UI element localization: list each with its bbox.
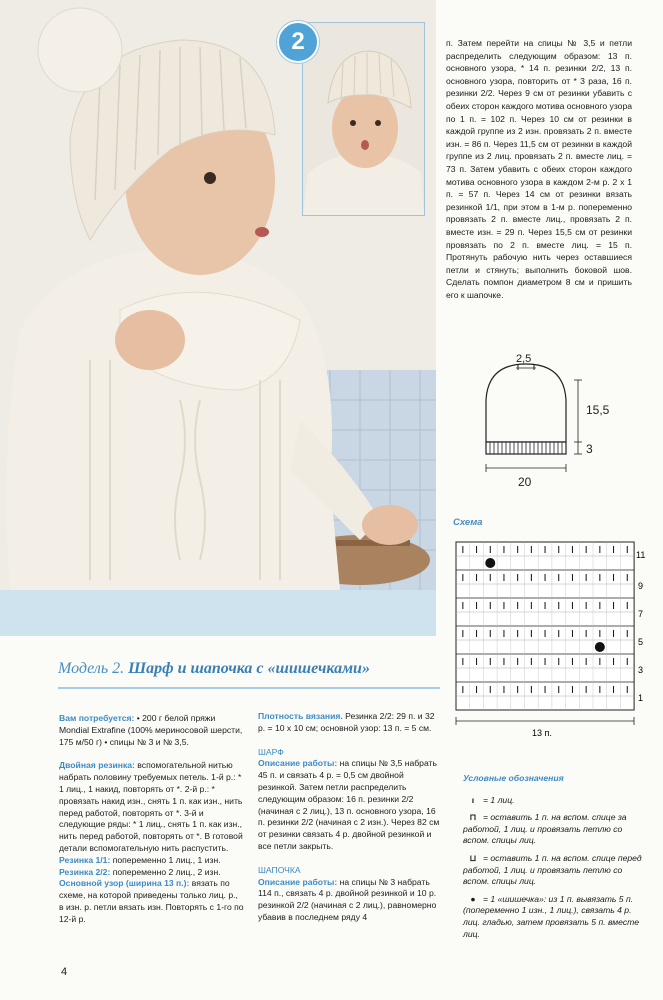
chart-label: Схема bbox=[453, 517, 483, 528]
scarf-label: Описание работы: bbox=[258, 758, 338, 769]
model-heading bbox=[58, 660, 370, 678]
symbols-legend bbox=[463, 773, 643, 946]
bobble-icon: ● bbox=[470, 893, 476, 904]
legend-text: = оставить 1 п. на вспом. спице за работой, 1 лиц. и провязать петлю со вспом. спицы лиц. bbox=[463, 812, 627, 846]
legend-text: = оставить 1 п. на вспом. спице перед работой, 1 лиц. и провязать петлю со вспом. спицы лиц. bbox=[463, 852, 642, 887]
chart-width-label: 13 п. bbox=[532, 728, 552, 738]
rib22-text: попеременно 2 лиц., 2 изн. bbox=[110, 866, 221, 877]
diagram-height-label: 15,5 bbox=[586, 403, 610, 417]
stitch-chart bbox=[452, 538, 644, 738]
heading-divider bbox=[58, 687, 440, 689]
diagram-top-label: 2,5 bbox=[516, 353, 532, 365]
row-number: 1 bbox=[638, 693, 644, 703]
hat-heading: ШАПОЧКА bbox=[258, 864, 301, 875]
knit-stitch-icon: ı bbox=[471, 794, 475, 805]
legend-item bbox=[463, 894, 643, 940]
double-rib-text: вспомогательной нитью набрать половину требуемых петель. 1-й р.: * 1 лиц., 1 накид, повторять от *. 2-й р.: * провязать накид изн., снять 1 п. как изн., нить перед работой, повторять от *. 3-й и следующие ряды: * 1 лиц., снять 1 п. как изн., нить перед работой, повторять от *. В готовой детали вспомогательную нить распустить. bbox=[59, 760, 243, 853]
photo-caption-band bbox=[0, 590, 436, 636]
bobble-mark bbox=[485, 558, 495, 568]
main-pattern-label: Основной узор (ширина 13 п.): bbox=[59, 878, 190, 889]
main-pattern-text: вязать по схеме, на которой приведены только лиц. р., в изн. р. петли вязать изн. Повторять с 1-го по 12-й р. bbox=[59, 878, 244, 924]
cable-right-icon: ⊔ bbox=[469, 852, 477, 863]
rib11-label: Резинка 1/1: bbox=[59, 854, 111, 865]
row-number: 11 bbox=[636, 550, 646, 560]
legend-item bbox=[463, 853, 643, 888]
hat-text: на спицы № 3 набрать 114 п., связать 4 р. двойной резинкой и 10 р. резинкой 2/2 (начиная с 2 лиц.), равномерно убавив в последнем ряду 4 bbox=[258, 876, 437, 922]
model-number-badge: 2 bbox=[277, 21, 319, 63]
legend-item bbox=[463, 812, 643, 847]
hat-label: Описание работы: bbox=[258, 876, 338, 887]
legend-item bbox=[463, 795, 643, 807]
diagram-width-label: 20 bbox=[518, 475, 532, 489]
child-inset-image bbox=[303, 23, 424, 215]
rib22-label: Резинка 2/2: bbox=[59, 866, 111, 877]
hat-size-diagram bbox=[470, 352, 630, 492]
density-text: Резинка 2/2: 29 п. и 32 р. = 10 х 10 см; основной узор: 13 п. = 5 см. bbox=[258, 711, 435, 733]
row-number: 5 bbox=[638, 637, 644, 647]
density-label: Плотность вязания. bbox=[258, 711, 343, 721]
materials-column bbox=[59, 713, 244, 926]
scarf-text: на спицы № 3,5 набрать 45 п. и связать 4 р. = 0,5 см двойной резинкой. Затем петли распределить следующим образом: 16 п. резинки 2/2 (начиная с 2 лиц.), 13 п. основного узора, 16 п. резинки 2/2 (начиная с 2 изн.). Через 82 см от резинки связать 4 р. двойной резинкой и все петли закрыть. bbox=[258, 758, 440, 851]
instructions-column bbox=[258, 711, 444, 924]
instructions-continued-text: п. Затем перейти на спицы № 3,5 и петли распределить следующим образом: 13 п. основного узора, * 14 п. резинки 2/2, 13 п. основного узора, повторить от * 3 раза, 16 п. резинки 2/2. Через 9 см от резинки убавить с обеих сторон каждого мотива основного узора по 1 п. = 102 п. Через 10 см от резинки в каждой группе из 2 изн. провязать 2 п. вместе изн. = 86 п. Через 11,5 см от резинки в каждой группе из 2 лиц. провязать 2 п. вместе лиц. = 73 п. Затем убавить с обеих сторон каждого мотива основного узора в каждом 2-м р. 2 х 1 п. = 57 п. Через 14 см от резинки вязать резинкой 1/1, при этом в 1-м р. попеременно провязать 2 п. вместе лиц., провязать 2 п. вместе изн. = 29 п. Через 15,5 см от резинки провязать по 2 п. вместе лиц. = 15 п. Протянуть рабочую нить через оставшиеся петли и стянуть; выполнить боковой шов. Сделать помпон диаметром 8 см и пришить его к шапочке. bbox=[446, 38, 633, 300]
row-number: 9 bbox=[638, 581, 644, 591]
model-prefix: Модель 2. bbox=[58, 660, 125, 677]
row-number: 7 bbox=[638, 609, 644, 619]
needs-text: • 200 г белой пряжи Mondial Extrafine (100% мериносовой шерсти, 175 м/50 г) • спицы № 3 и № 3,5. bbox=[59, 713, 243, 747]
diagram-band-label: 3 bbox=[586, 442, 593, 456]
model-title: Шарф и шапочка с «шишечками» bbox=[128, 660, 370, 677]
needs-label: Вам потребуется: bbox=[59, 713, 135, 723]
legend-title: Условные обозначения bbox=[463, 773, 564, 783]
inset-photo bbox=[302, 22, 425, 216]
legend-text: = 1 «шишечка»: из 1 п. вывязать 5 п. (попеременно 1 изн., 1 лиц.), связать 4 р. лиц. гладью, затем провязать 5 п. вместе лиц. bbox=[463, 893, 640, 939]
rib11-text: попеременно 1 лиц., 1 изн. bbox=[110, 854, 221, 865]
double-rib-label: Двойная резинка: bbox=[59, 760, 135, 771]
legend-text: = 1 лиц. bbox=[483, 794, 515, 805]
row-number: 3 bbox=[638, 665, 644, 675]
page-number: 4 bbox=[61, 966, 68, 978]
cable-left-icon: ⊓ bbox=[469, 812, 477, 823]
bobble-mark bbox=[595, 642, 605, 652]
scarf-heading: ШАРФ bbox=[258, 746, 284, 757]
